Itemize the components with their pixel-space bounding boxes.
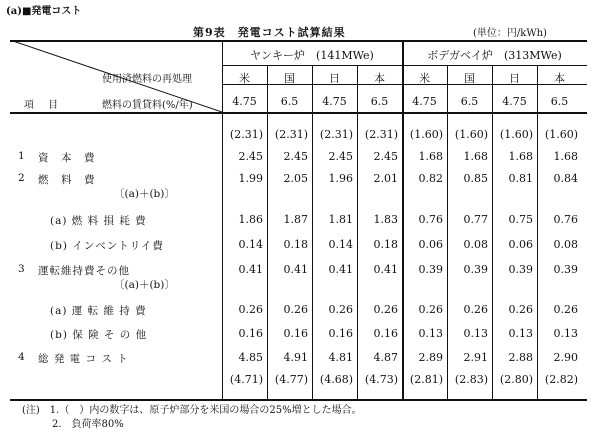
row-number: 2 xyxy=(18,172,26,184)
unit-note: (単位：円/kWh) xyxy=(473,28,547,39)
cost-value: 0.77 xyxy=(463,213,488,226)
row-label: 燃 料 費 xyxy=(38,174,96,186)
cost-value: (1.60) xyxy=(499,128,533,141)
rate-cell: 4.75 xyxy=(232,95,257,108)
section-label: (a)■発電コスト xyxy=(6,6,82,17)
cost-value: (2.83) xyxy=(454,373,488,386)
cost-value: 0.26 xyxy=(328,303,353,316)
cost-value: 0.13 xyxy=(463,327,488,340)
cost-value: 0.82 xyxy=(418,172,443,185)
cost-value: 0.13 xyxy=(553,327,578,340)
cost-value: 2.45 xyxy=(238,150,263,163)
cost-value: 2.45 xyxy=(373,150,398,163)
cost-value: 4.85 xyxy=(238,351,263,364)
cost-value: 1.87 xyxy=(283,213,308,226)
cost-value: 0.13 xyxy=(418,327,443,340)
reprocess-cell: 日 xyxy=(509,72,520,85)
row-number: 1 xyxy=(18,150,26,162)
cost-value: 4.81 xyxy=(328,351,353,364)
rate-cell: 4.75 xyxy=(412,95,437,108)
cost-value: 0.41 xyxy=(238,263,263,276)
cost-value: 0.85 xyxy=(463,172,488,185)
row-sublabel: 〔(a)＋(b)〕 xyxy=(114,188,175,200)
cost-value: (2.81) xyxy=(409,373,443,386)
cost-value: (4.68) xyxy=(319,373,353,386)
cost-value: 0.75 xyxy=(508,213,533,226)
plant-group-bodega: ボデガベイ炉 (313MWe) xyxy=(427,49,562,62)
reprocess-cell: 米 xyxy=(419,72,430,85)
cost-value: 0.41 xyxy=(328,263,353,276)
cost-value: 0.84 xyxy=(553,172,578,185)
cost-value: 2.90 xyxy=(553,351,578,364)
row-label: 資 本 費 xyxy=(38,152,96,164)
cost-value: 4.87 xyxy=(373,351,398,364)
cost-value: 0.26 xyxy=(283,303,308,316)
cost-value: 0.26 xyxy=(418,303,443,316)
cost-value: 0.81 xyxy=(508,172,533,185)
rate-cell: 4.75 xyxy=(322,95,347,108)
item-label: 項 目 xyxy=(24,100,60,111)
cost-value: 0.16 xyxy=(373,327,398,340)
row-sublabel: 〔(a)＋(b)〕 xyxy=(114,279,175,291)
cost-value: 1.96 xyxy=(328,172,353,185)
cost-value: 0.16 xyxy=(238,327,263,340)
cost-value: (1.60) xyxy=(454,128,488,141)
cost-value: 2.05 xyxy=(283,172,308,185)
rate-label: 燃料の賃貸料(%/年) xyxy=(102,100,193,111)
cost-value: 0.16 xyxy=(328,327,353,340)
cost-value: 2.45 xyxy=(283,150,308,163)
table-title: 第9表 発電コスト試算結果 xyxy=(193,26,346,39)
cost-value: (4.71) xyxy=(229,373,263,386)
cost-value: 0.39 xyxy=(508,263,533,276)
cost-value: 0.76 xyxy=(418,213,443,226)
reprocess-cell: 本 xyxy=(374,72,385,85)
cost-value: 0.26 xyxy=(463,303,488,316)
cost-value: 2.45 xyxy=(328,150,353,163)
reprocess-cell: 国 xyxy=(464,72,475,85)
row-number: 3 xyxy=(18,263,26,275)
rate-cell: 6.5 xyxy=(460,95,479,108)
note-1: (注) 1.（ ）内の数字は、原子炉部分を米国の場合の25%増とした場合。 xyxy=(22,405,362,416)
cost-value: 0.16 xyxy=(283,327,308,340)
cost-value: 0.26 xyxy=(238,303,263,316)
cost-value: 4.91 xyxy=(283,351,308,364)
row-label: 運転維持費その他 xyxy=(38,265,130,277)
cost-value: 0.08 xyxy=(553,238,578,251)
cost-value: 0.26 xyxy=(373,303,398,316)
cost-value: 0.08 xyxy=(463,238,488,251)
cost-value: 0.06 xyxy=(508,238,533,251)
cost-value: (2.31) xyxy=(274,128,308,141)
cost-table xyxy=(10,40,587,400)
note-2: 2. 負荷率80% xyxy=(22,419,124,430)
cost-value: (2.31) xyxy=(364,128,398,141)
cost-value: 1.68 xyxy=(418,150,443,163)
rate-cell: 6.5 xyxy=(370,95,389,108)
reprocess-cell: 日 xyxy=(329,72,340,85)
cost-value: 0.39 xyxy=(553,263,578,276)
rate-cell: 6.5 xyxy=(280,95,299,108)
reprocess-cell: 国 xyxy=(284,72,295,85)
cost-value: (2.31) xyxy=(229,128,263,141)
cost-value: (2.82) xyxy=(544,373,578,386)
cost-value: 0.14 xyxy=(328,238,353,251)
row-label: (b) 保 険 そ の 他 xyxy=(50,329,148,341)
reprocess-cell: 本 xyxy=(554,72,565,85)
plant-group-yankee: ヤンキー炉 (141MWe) xyxy=(250,49,374,62)
notes xyxy=(22,404,362,432)
cost-value: 0.41 xyxy=(373,263,398,276)
cost-value: 0.13 xyxy=(508,327,533,340)
cost-value: 0.39 xyxy=(463,263,488,276)
cost-value: 1.68 xyxy=(508,150,533,163)
cost-value: 2.88 xyxy=(508,351,533,364)
row-label: (a) 運 転 維 持 費 xyxy=(50,305,147,317)
cost-value: (1.60) xyxy=(409,128,443,141)
cost-value: 2.01 xyxy=(373,172,398,185)
row-number: 4 xyxy=(18,351,26,363)
reprocess-label: 使用済燃料の再処理 xyxy=(102,74,192,85)
cost-value: 1.83 xyxy=(373,213,398,226)
cost-value: 2.89 xyxy=(418,351,443,364)
cost-value: 1.99 xyxy=(238,172,263,185)
cost-value: 1.81 xyxy=(328,213,353,226)
cost-value: (1.60) xyxy=(544,128,578,141)
cost-value: 0.39 xyxy=(418,263,443,276)
rate-cell: 6.5 xyxy=(550,95,569,108)
cost-value: 0.76 xyxy=(553,213,578,226)
cost-value: 0.41 xyxy=(283,263,308,276)
cost-value: 0.26 xyxy=(508,303,533,316)
cost-value: 0.18 xyxy=(283,238,308,251)
cost-value: 0.26 xyxy=(553,303,578,316)
cost-value: 1.68 xyxy=(553,150,578,163)
row-label: 総 発 電 コ ス ト xyxy=(38,353,129,365)
row-label: (b) インベントリイ費 xyxy=(50,240,164,252)
cost-value: 1.68 xyxy=(463,150,488,163)
row-label: (a) 燃 料 損 耗 費 xyxy=(50,215,147,227)
cost-value: (4.73) xyxy=(364,373,398,386)
cost-value: (2.31) xyxy=(319,128,353,141)
cost-value: (2.80) xyxy=(499,373,533,386)
reprocess-cell: 米 xyxy=(239,72,250,85)
cost-value: 0.18 xyxy=(373,238,398,251)
cost-value: 2.91 xyxy=(463,351,488,364)
rate-cell: 4.75 xyxy=(502,95,527,108)
cost-value: (4.77) xyxy=(274,373,308,386)
cost-value: 1.86 xyxy=(238,213,263,226)
cost-value: 0.14 xyxy=(238,238,263,251)
cost-value: 0.06 xyxy=(418,238,443,251)
